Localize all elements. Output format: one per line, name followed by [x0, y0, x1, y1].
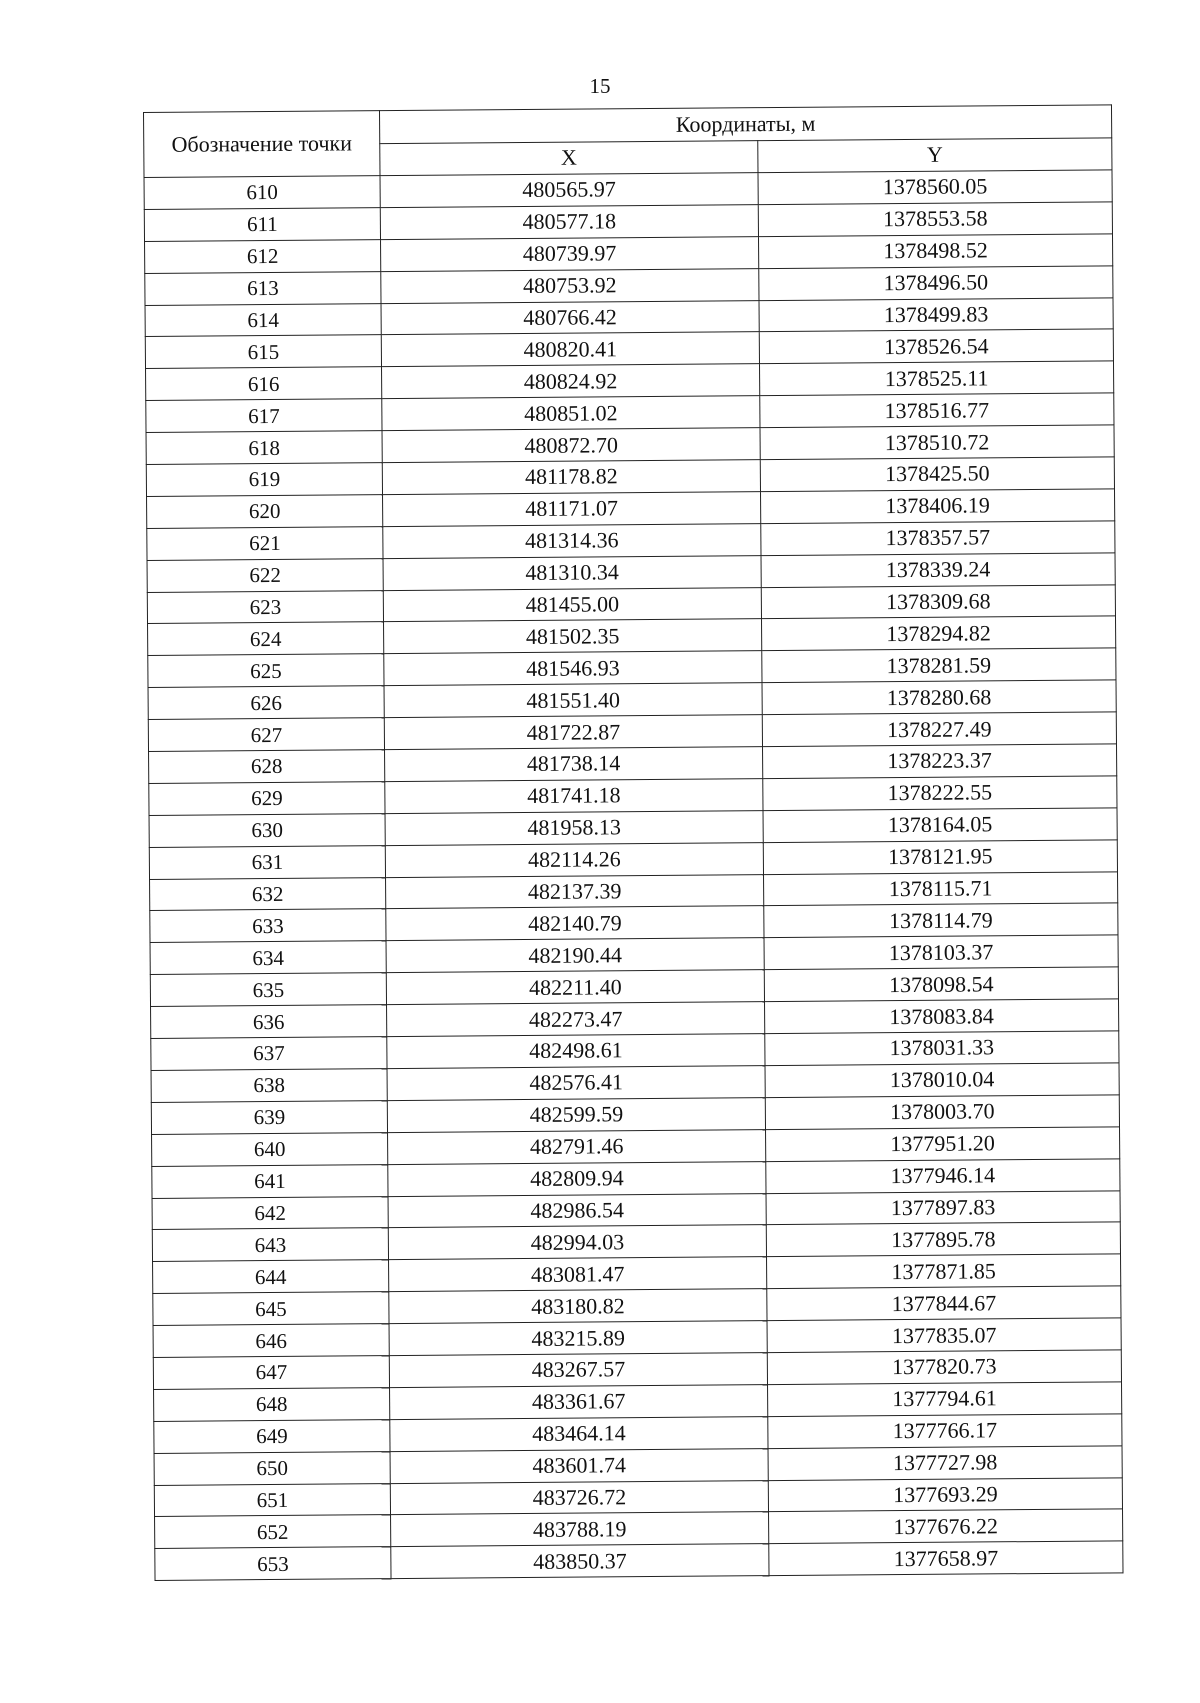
- x-cell: 481738.14: [385, 747, 763, 782]
- x-cell: 480753.92: [381, 268, 759, 303]
- x-cell: 481741.18: [385, 779, 763, 814]
- y-cell: 1378510.72: [760, 425, 1114, 460]
- point-cell: 641: [152, 1164, 388, 1198]
- x-cell: 483726.72: [390, 1480, 768, 1515]
- point-cell: 615: [145, 335, 381, 369]
- y-cell: 1378516.77: [760, 393, 1114, 428]
- point-cell: 627: [148, 718, 384, 752]
- x-cell: 480872.70: [382, 428, 760, 463]
- y-cell: 1377835.07: [767, 1318, 1121, 1353]
- point-cell: 644: [153, 1260, 389, 1294]
- x-cell: 482994.03: [388, 1225, 766, 1260]
- x-cell: 482211.40: [386, 970, 764, 1005]
- y-cell: 1378280.68: [762, 680, 1116, 715]
- point-cell: 651: [154, 1483, 390, 1517]
- x-cell: 483180.82: [389, 1289, 767, 1324]
- point-cell: 652: [155, 1515, 391, 1549]
- y-cell: 1378357.57: [761, 521, 1115, 556]
- point-cell: 617: [146, 399, 382, 433]
- point-cell: 649: [154, 1419, 390, 1453]
- y-cell: 1378496.50: [759, 266, 1113, 301]
- y-cell: 1378526.54: [759, 329, 1113, 364]
- point-cell: 631: [149, 845, 385, 879]
- point-cell: 616: [146, 367, 382, 401]
- x-cell: 482273.47: [387, 1002, 765, 1037]
- x-cell: 483850.37: [391, 1544, 769, 1579]
- point-cell: 622: [147, 558, 383, 592]
- y-cell: 1378281.59: [762, 648, 1116, 683]
- table-row: [155, 1541, 1123, 1580]
- y-cell: 1378406.19: [761, 489, 1115, 524]
- y-cell: 1377658.97: [769, 1541, 1123, 1576]
- y-cell: 1377727.98: [768, 1445, 1122, 1480]
- y-cell: 1378222.55: [763, 776, 1117, 811]
- point-cell: 640: [152, 1132, 388, 1166]
- x-cell: 481546.93: [384, 651, 762, 686]
- y-cell: 1378425.50: [760, 457, 1114, 492]
- x-cell: 480851.02: [382, 396, 760, 431]
- x-cell: 482190.44: [386, 938, 764, 973]
- point-cell: 634: [150, 941, 386, 975]
- y-cell: 1378114.79: [764, 903, 1118, 938]
- y-cell: 1377951.20: [766, 1127, 1120, 1162]
- point-cell: 621: [147, 526, 383, 560]
- point-cell: 611: [144, 208, 380, 242]
- x-cell: 481502.35: [384, 619, 762, 654]
- point-cell: 620: [147, 495, 383, 529]
- y-cell: 1378560.05: [758, 170, 1112, 205]
- point-cell: 624: [148, 622, 384, 656]
- point-cell: 638: [151, 1069, 387, 1103]
- point-cell: 642: [152, 1196, 388, 1230]
- x-cell: 481551.40: [384, 683, 762, 718]
- x-cell: 481171.07: [383, 492, 761, 527]
- y-cell: 1378525.11: [759, 361, 1113, 396]
- y-cell: 1377820.73: [767, 1350, 1121, 1385]
- point-cell: 653: [155, 1547, 391, 1581]
- x-cell: 481958.13: [385, 810, 763, 845]
- x-cell: 480577.18: [380, 205, 758, 240]
- point-cell: 610: [144, 176, 380, 210]
- point-cell: 613: [145, 271, 381, 305]
- table-header: [144, 105, 1112, 178]
- y-cell: 1377897.83: [766, 1190, 1120, 1225]
- y-cell: 1378121.95: [763, 840, 1117, 875]
- point-cell: 618: [146, 431, 382, 465]
- y-cell: 1378010.04: [765, 1063, 1119, 1098]
- x-cell: 482986.54: [388, 1193, 766, 1228]
- point-cell: 623: [147, 590, 383, 624]
- header-coordinates: Координаты, м: [379, 105, 1111, 143]
- x-cell: 482599.59: [387, 1097, 765, 1132]
- y-cell: 1378294.82: [762, 616, 1116, 651]
- point-cell: 625: [148, 654, 384, 688]
- y-cell: 1378553.58: [758, 202, 1112, 237]
- x-cell: 483361.67: [390, 1384, 768, 1419]
- y-cell: 1377871.85: [767, 1254, 1121, 1289]
- point-cell: 628: [149, 750, 385, 784]
- table-body: [144, 170, 1123, 1581]
- point-cell: 626: [148, 686, 384, 720]
- x-cell: 483464.14: [390, 1416, 768, 1451]
- x-cell: 481314.36: [383, 523, 761, 558]
- y-cell: 1378227.49: [762, 712, 1116, 747]
- header-y: Y: [758, 137, 1112, 172]
- point-cell: 612: [145, 239, 381, 273]
- x-cell: 482498.61: [387, 1034, 765, 1069]
- x-cell: 481455.00: [383, 587, 761, 622]
- point-cell: 632: [150, 877, 386, 911]
- y-cell: 1377676.22: [769, 1509, 1123, 1544]
- y-cell: 1378083.84: [765, 999, 1119, 1034]
- page-number: 15: [589, 74, 611, 98]
- y-cell: 1377946.14: [766, 1158, 1120, 1193]
- coordinates-table-wrapper: [143, 104, 1123, 1581]
- y-cell: 1378098.54: [764, 967, 1118, 1002]
- y-cell: 1378164.05: [763, 808, 1117, 843]
- y-cell: 1377844.67: [767, 1286, 1121, 1321]
- coordinates-table: [143, 104, 1124, 1581]
- x-cell: 483601.74: [390, 1448, 768, 1483]
- point-cell: 635: [150, 973, 386, 1007]
- x-cell: 482576.41: [387, 1066, 765, 1101]
- point-cell: 650: [154, 1451, 390, 1485]
- point-cell: 614: [145, 303, 381, 337]
- point-cell: 637: [151, 1037, 387, 1071]
- y-cell: 1378498.52: [758, 234, 1112, 269]
- point-cell: 639: [151, 1100, 387, 1134]
- point-cell: 629: [149, 782, 385, 816]
- point-cell: 648: [154, 1387, 390, 1421]
- x-cell: 480565.97: [380, 173, 758, 208]
- x-cell: 480766.42: [381, 300, 759, 335]
- y-cell: 1378223.37: [763, 744, 1117, 779]
- y-cell: 1377693.29: [768, 1477, 1122, 1512]
- point-cell: 619: [146, 463, 382, 497]
- x-cell: 480824.92: [382, 364, 760, 399]
- x-cell: 480739.97: [381, 236, 759, 271]
- y-cell: 1377766.17: [768, 1414, 1122, 1449]
- x-cell: 483215.89: [389, 1321, 767, 1356]
- point-cell: 643: [152, 1228, 388, 1262]
- y-cell: 1378031.33: [765, 1031, 1119, 1066]
- y-cell: 1377794.61: [768, 1382, 1122, 1417]
- point-cell: 630: [149, 813, 385, 847]
- point-cell: 645: [153, 1292, 389, 1326]
- y-cell: 1378499.83: [759, 297, 1113, 332]
- y-cell: 1377895.78: [766, 1222, 1120, 1257]
- x-cell: 480820.41: [381, 332, 759, 367]
- point-cell: 633: [150, 909, 386, 943]
- point-cell: 647: [153, 1356, 389, 1390]
- y-cell: 1378103.37: [764, 935, 1118, 970]
- x-cell: 482809.94: [388, 1161, 766, 1196]
- x-cell: 482114.26: [385, 842, 763, 877]
- x-cell: 483267.57: [389, 1353, 767, 1388]
- header-x: X: [380, 140, 758, 175]
- point-cell: 636: [151, 1005, 387, 1039]
- x-cell: 483788.19: [391, 1512, 769, 1547]
- y-cell: 1378309.68: [761, 584, 1115, 619]
- x-cell: 481178.82: [382, 460, 760, 495]
- point-cell: 646: [153, 1324, 389, 1358]
- y-cell: 1378339.24: [761, 553, 1115, 588]
- x-cell: 482137.39: [386, 874, 764, 909]
- header-point-designation: Обозначение точки: [144, 111, 381, 178]
- x-cell: 482791.46: [388, 1129, 766, 1164]
- x-cell: 482140.79: [386, 906, 764, 941]
- y-cell: 1378115.71: [764, 871, 1118, 906]
- x-cell: 481310.34: [383, 555, 761, 590]
- y-cell: 1378003.70: [765, 1095, 1119, 1130]
- x-cell: 481722.87: [384, 715, 762, 750]
- x-cell: 483081.47: [389, 1257, 767, 1292]
